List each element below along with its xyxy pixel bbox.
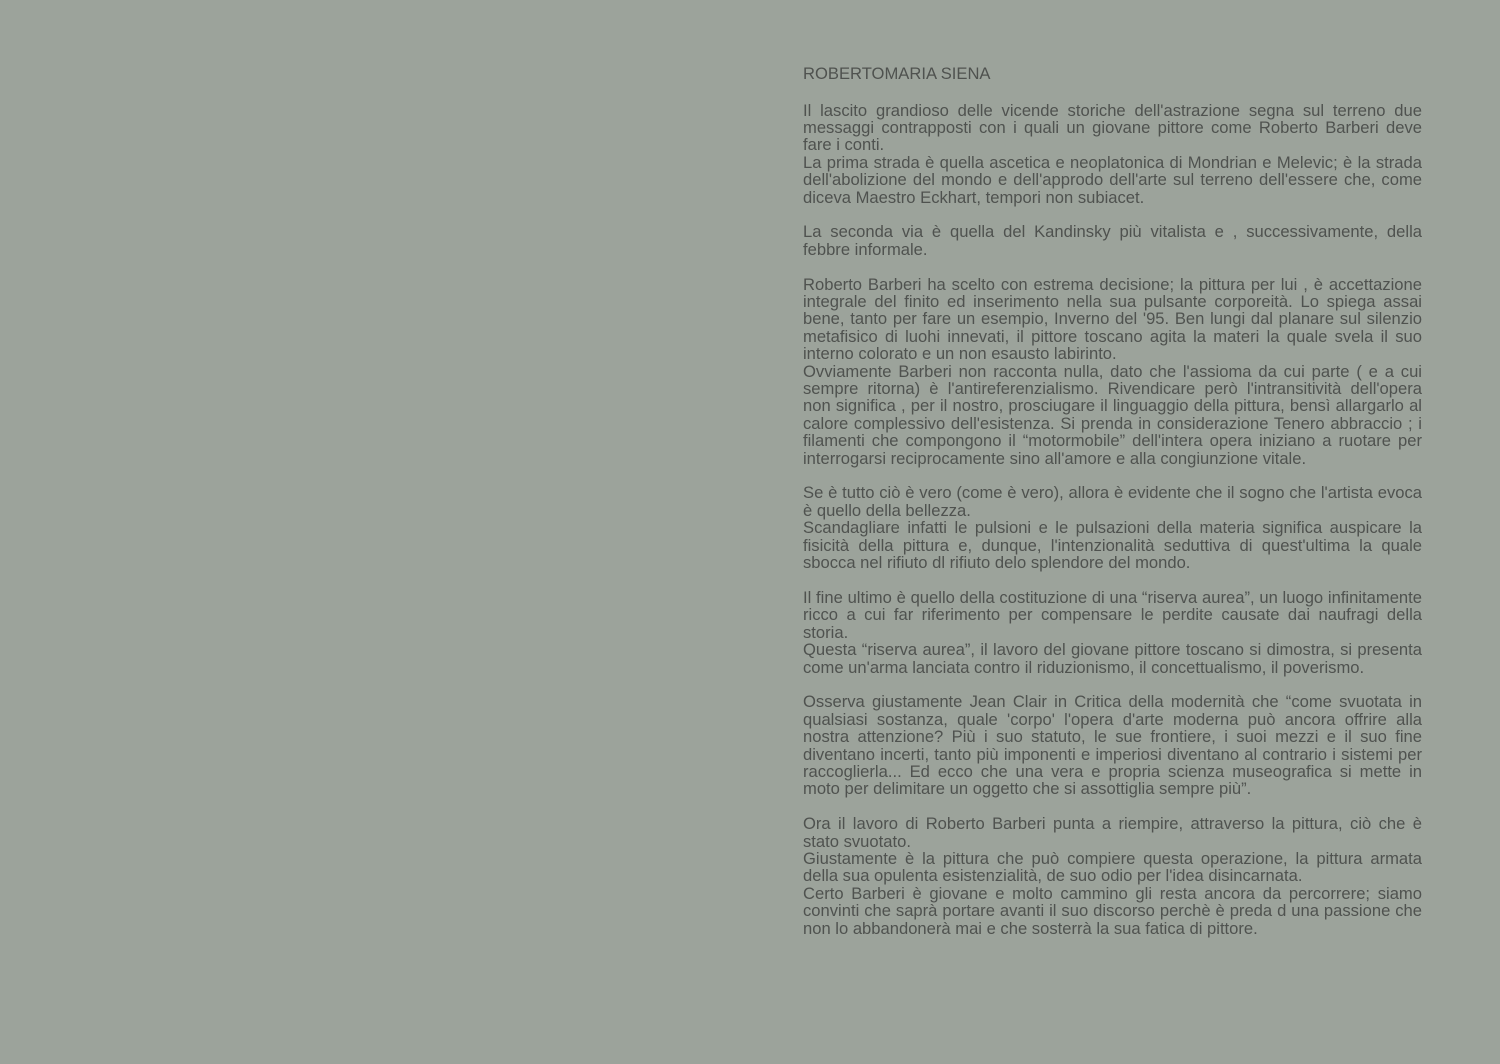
- paragraph: Se è tutto ciò è vero (come è vero), allora è evidente che il sogno che l'artista evoca è quello della bellezza.: [803, 483, 1422, 520]
- paragraph: Roberto Barberi ha scelto con estrema decisione; la pittura per lui , è accettazione integrale del finito ed inserimento nella sua pulsante corporeità. Lo spiega assai bene, tanto per fare un esempio, Inverno del '95. Ben lungi dal planare sul silenzio metafisico di luohi innevati, il pittore toscano agita la materi la quale svela il suo interno colorato e un non esausto labirinto.: [803, 274, 1422, 364]
- text-column: [803, 64, 1422, 937]
- paragraph-gap: [803, 258, 1422, 275]
- paragraph: La prima strada è quella ascetica e neoplatonica di Mondrian e Melevic; è la strada dell'abolizione del mondo e dell'approdo dell'arte sul terreno dell'essere che, come diceva Maestro Eckhart, tempori non subiacet.: [803, 152, 1422, 207]
- paragraph: Ora il lavoro di Roberto Barberi punta a riempire, attraverso la pittura, ciò che è stato svuotato.: [803, 814, 1422, 851]
- paragraph: Il lascito grandioso delle vicende storiche dell'astrazione segna sul terreno due messaggi contrapposti con i quali un giovane pittore come Roberto Barberi deve fare i conti.: [803, 100, 1422, 155]
- paragraph: Questa “riserva aurea”, il lavoro del giovane pittore toscano si dimostra, si presenta come un'arma lanciata contro il riduzionismo, il concettualismo, il poverismo.: [803, 640, 1422, 677]
- paragraph-gap: [803, 572, 1422, 589]
- paragraph: Giustamente è la pittura che può compiere questa operazione, la pittura armata della sua opulenta esistenzialità, de suo odio per l'idea disincarnata.: [803, 848, 1422, 886]
- paragraph-gap: [803, 467, 1422, 484]
- paragraph: Certo Barberi è giovane e molto cammino gli resta ancora da percorrere; siamo convinti che saprà portare avanti il suo discorso perchè è preda d una passione che non lo abbandonerà mai e che sosterrà la sua fatica di pittore.: [803, 883, 1422, 938]
- paragraph-gap: [803, 676, 1422, 693]
- author-name: ROBERTOMARIA SIENA: [803, 64, 991, 83]
- paragraph: Ovviamente Barberi non racconta nulla, dato che l'assioma da cui parte ( e a cui sempre ritorna) è l'antireferenzialismo. Rivendicare però l'intransitività dell'opera non significa , per il nostro, prosciugare il linguaggio della pittura, bensì allargarlo al calore complessivo dell'esistenza. Si prenda in considerazione Tenero abbraccio ; i filamenti che compongono il “motormobile” dell'intera opera iniziano a ruotare per interrogarsi reciprocamente sino all'amore e alla congiunzione vitale.: [803, 361, 1422, 468]
- paragraph: Osserva giustamente Jean Clair in Critica della modernità che “come svuotata in qualsiasi sostanza, quale 'corpo' l'opera d'arte moderna può ancora offrire alla nostra attenzione? Più i suo statuto, le sue frontiere, i suoi mezzi e il suo fine diventano incerti, tanto più imponenti e imperiosi diventano al contrario i sistemi per raccoglierla... Ed ecco che una vera e propria scienza museografica si mette in moto per delimitare un oggetto che si assottiglia sempre più”.: [803, 692, 1422, 799]
- paragraph: Il fine ultimo è quello della costituzione di una “riserva aurea”, un luogo infinitamente ricco a cui far riferimento per compensare le perdite causate dai naufragi della storia.: [803, 587, 1422, 642]
- paragraph: La seconda via è quella del Kandinsky più vitalista e , successivamente, della febbre informale.: [803, 222, 1422, 259]
- right-page: [750, 0, 1500, 1064]
- paragraph-gap: [803, 798, 1422, 815]
- paragraph: Scandagliare infatti le pulsioni e le pulsazioni della materia significa auspicare la fisicità della pittura e, dunque, l'intenzionalità seduttiva di quest'ultima la quale sbocca nel rifiuto dl rifiuto delo splendore del mondo.: [803, 518, 1422, 573]
- paragraph-gap: [803, 206, 1422, 223]
